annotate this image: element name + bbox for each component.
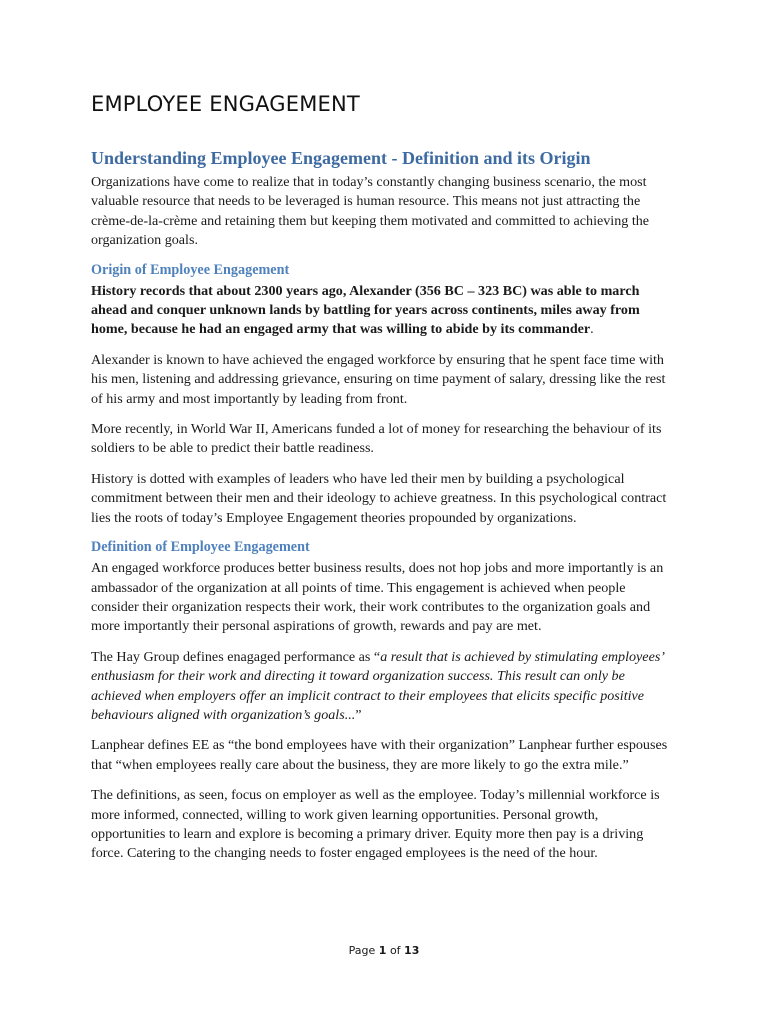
section-heading: Understanding Employee Engagement - Definition and its Origin: [91, 148, 591, 168]
of-word: of: [389, 944, 401, 957]
lanphear-paragraph: Lanphear defines EE as “the bond employees have with their organization” Lanphear further espouses that “when employees really care about the business, they are more likely to go the extra mile.”: [91, 737, 668, 773]
origin-lead-paragraph: [91, 282, 675, 340]
definition-paragraph-1: An engaged workforce produces better business results, does not hop jobs and more importantly is an ambassador of the organization at all points of time. This engagement is achieved when people consider their organization respects their work, their work contributes to the organization goals and more importantly their personal aspirations of growth, rewards and pay are met.: [91, 560, 664, 635]
page-word: Page: [348, 944, 376, 957]
definitions-summary-paragraph: The definitions, as seen, focus on employer as well as the employee. Today’s millennial workforce is more informed, connected, willing to work given learning opportunities. Personal growth, opportunities to learn and explore is becoming a primary driver. Equity more then pay is a driving force. Catering to the changing needs to foster engaged employees is the need of the hour.: [91, 787, 660, 862]
origin-paragraph-2: More recently, in World War II, Americans funded a lot of money for researching the behaviour of its soldiers to be able to predict their battle readiness.: [91, 421, 662, 457]
hay-suffix: ”: [355, 706, 362, 723]
document-title: EMPLOYEE ENGAGEMENT: [91, 92, 360, 116]
origin-paragraph-3: History is dotted with examples of leaders who have led their men by building a psychological commitment between their men and their ideology to achieve greatness. In this psychological contract lies the roots of today’s Employee Engagement theories propounded by organizations.: [91, 470, 667, 526]
origin-heading: Origin of Employee Engagement: [91, 261, 290, 278]
hay-quote: a result that is achieved by stimulating employees’ enthusiasm for their work and directing it toward organization success. This result can only be achieved when employers offer an implicit contract to their employees that elicits specific positive behaviours aligned with organization’s goals...: [91, 648, 664, 723]
origin-paragraph-1: Alexander is known to have achieved the engaged workforce by ensuring that he spent face time with his men, listening and addressing grievance, ensuring on time payment of salary, dressing like the rest of his army and most importantly by leading from front.: [91, 351, 666, 407]
origin-lead-bold: History records that about 2300 years ago, Alexander (356 BC – 323 BC) was able to march ahead and conquer unknown lands by battling for years across continents, miles away from home, because he had an engaged army that was willing to abide by its commander: [91, 282, 640, 338]
page-footer: [0, 944, 768, 957]
document-body: [91, 92, 675, 875]
hay-group-paragraph: [91, 648, 675, 726]
intro-paragraph: Organizations have come to realize that in today’s constantly changing business scenario, the most valuable resource that needs to be leveraged is human resource. This means not just attracting the crème-de-la-crème and retaining them but keeping them motivated and committed to achieving the organization goals.: [91, 174, 650, 249]
definition-heading: Definition of Employee Engagement: [91, 539, 310, 556]
page-total: 13: [404, 944, 420, 957]
hay-prefix: The Hay Group defines enagaged performance as “: [91, 648, 381, 665]
page-current: 1: [378, 944, 387, 957]
origin-lead-end: .: [590, 321, 594, 338]
